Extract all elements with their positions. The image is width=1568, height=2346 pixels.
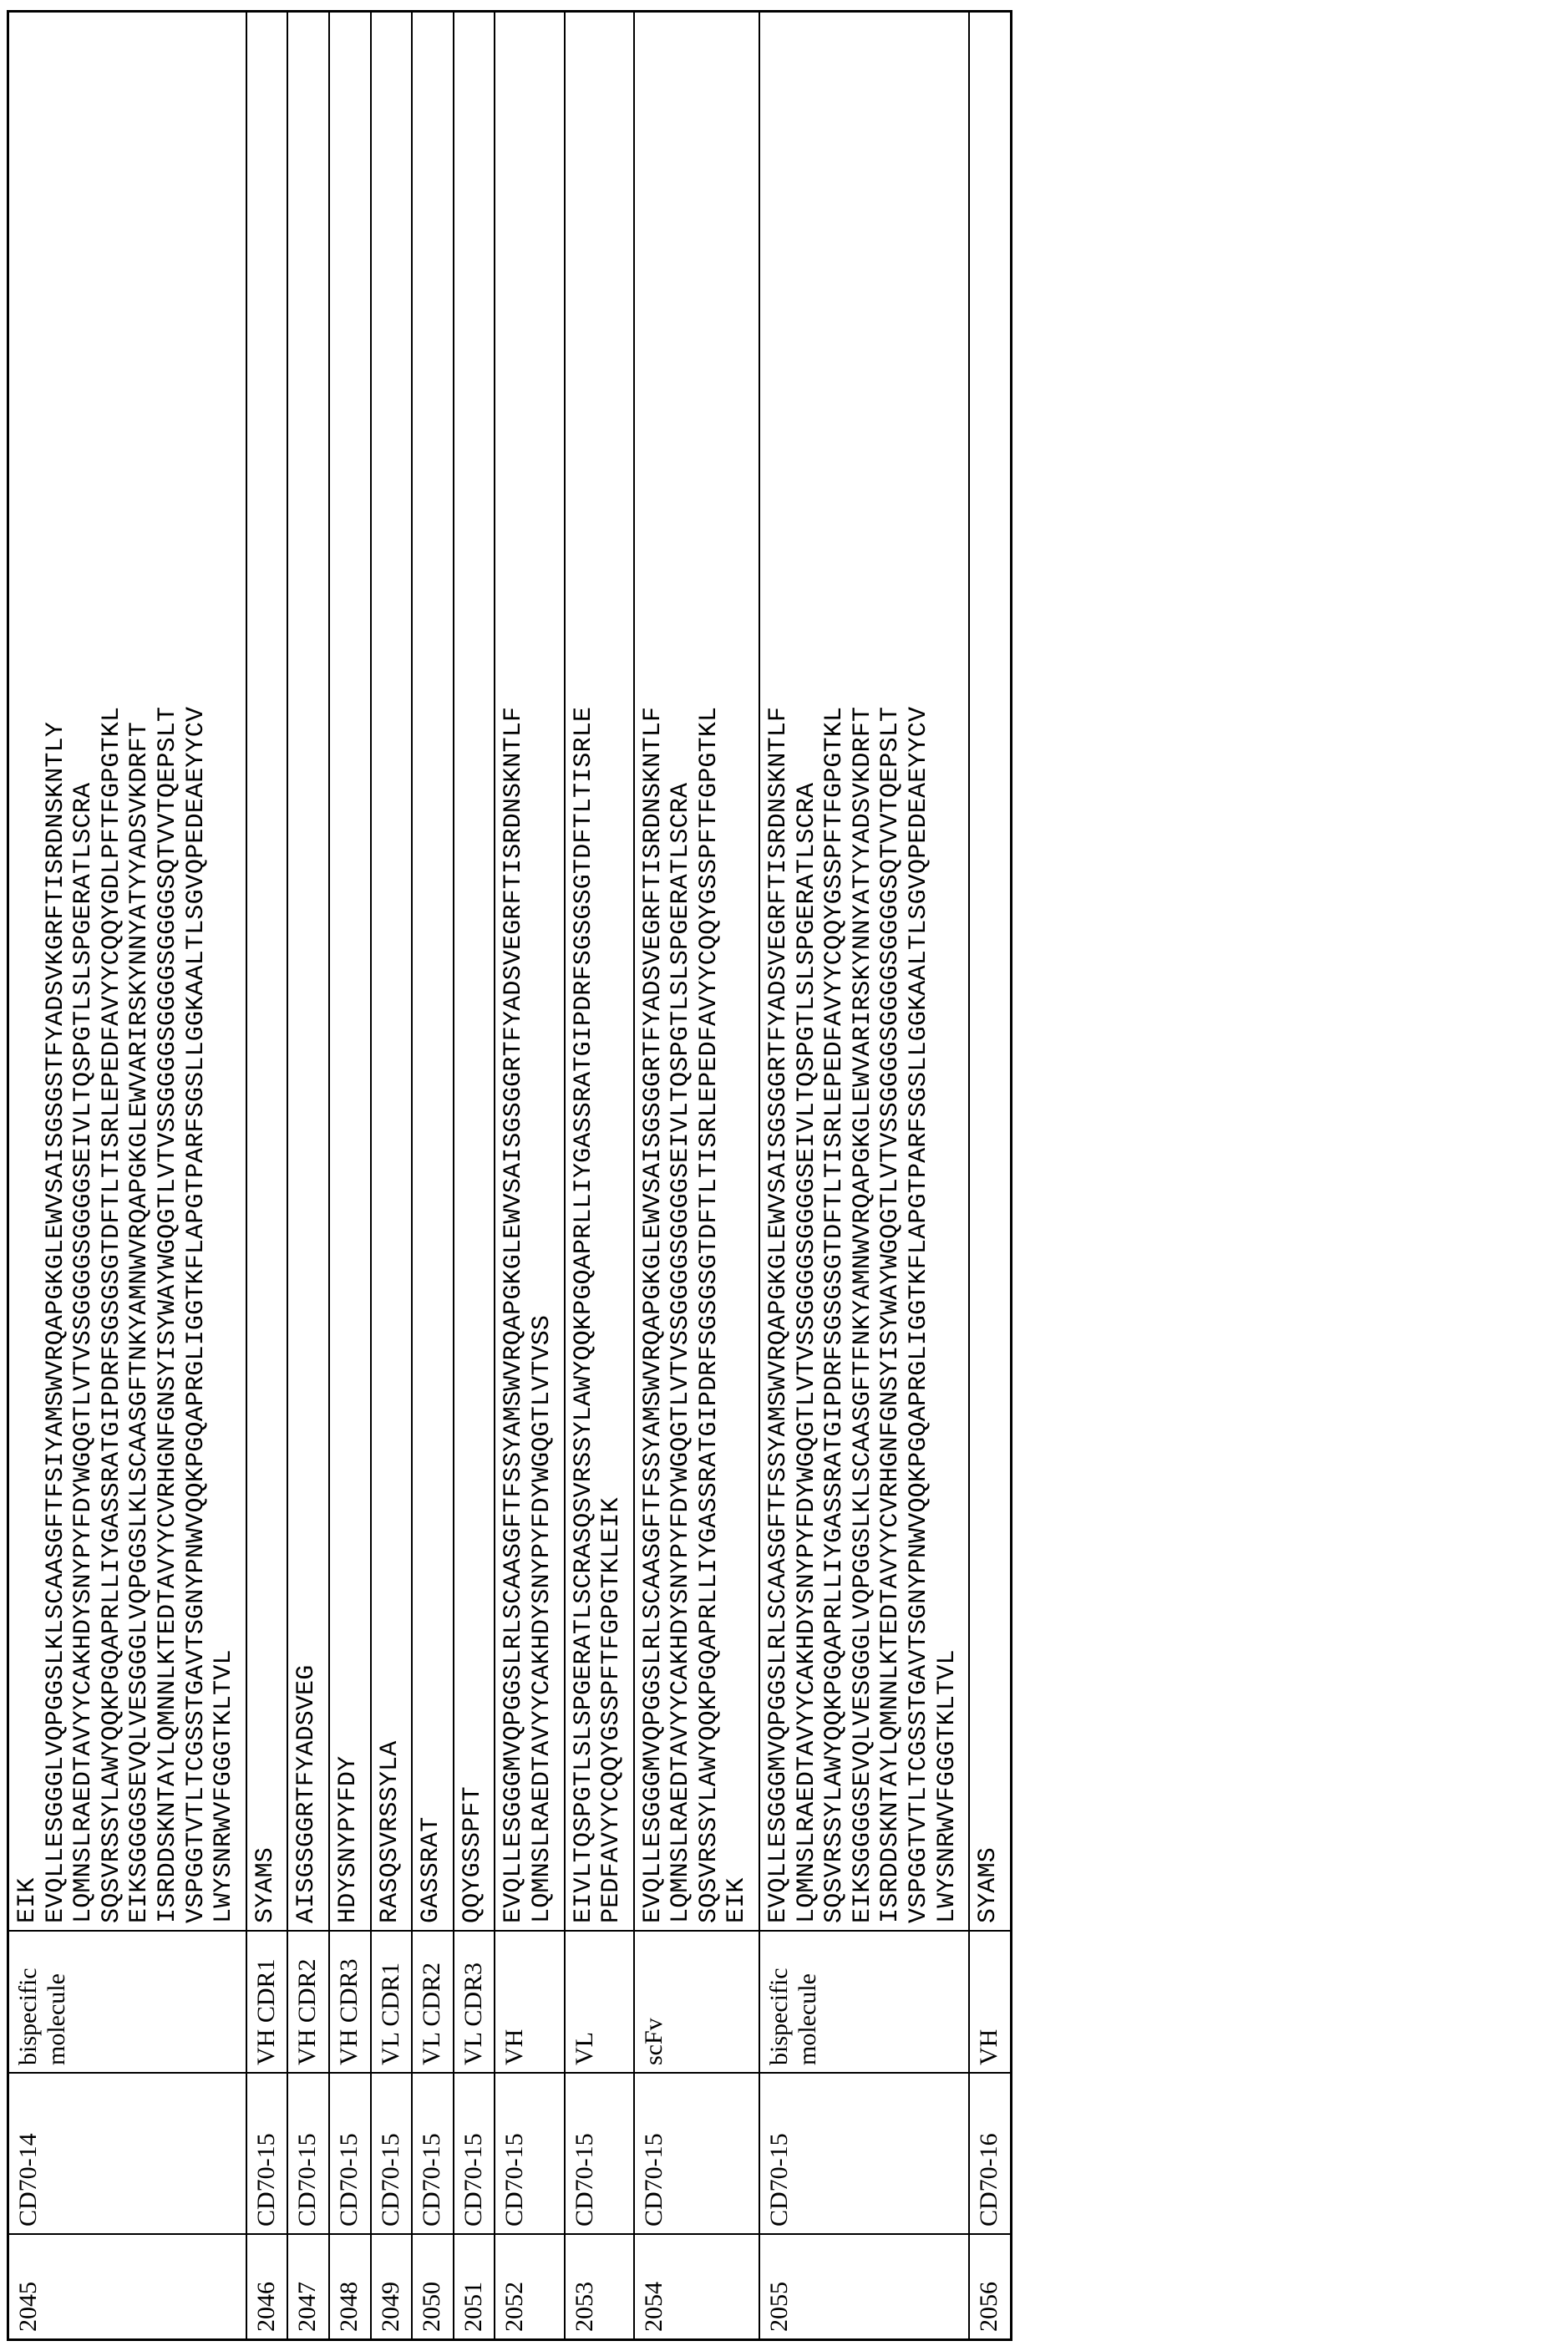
cell-name: CD70-15 <box>246 2073 288 2234</box>
cell-sequence: EIK EVQLLESGGGLVQPGGSLKLSCAASGFTFSIYAMSWVRQAPGKGLEWVSAISGSGSTFYADSVKGRFTISRDNSKNTLY LQMNSLRAEDTAVYYCAKHDYSNYPYFDYWGQGTLVTVSSGGGGSGGGGSEIVLTQSPGTLSLSPGERATLSCRA SQSVRSSYLAWYQQKPGQAPRLLIYGASSRATGIPDRFSGSGSGTDFTLTISRLEPEDFAVYYCQQYGDLPFTFGPGTKL EIKSGGGGSEVQLVESGGGLVQPGGSLKLSCAASGFTNKYAMNWVRQAPGKGLEWVARIRSKYNNYATYYADSVKDRFT ISRDDSKNTAYLQMNNLKTEDTAVYYCVRHGNFGNSYISYWAYWGQGTLVTVSSGGGGSGGGGSGGGGSQTVVTQEPSLT VSPGGTVTLTCGSSTGAVTSGNYPNWVQQKPGQAPRGLIGGTKFLAPGTPARFSGSLLGGKAALTLSGVQPEDEAEYYCV LWYSNRWVFGGGTKLTVL <box>8 12 246 1932</box>
sequence-listing-table <box>7 10 1012 2341</box>
cell-name: CD70-15 <box>454 2073 495 2234</box>
table-row <box>565 12 634 2340</box>
table-row <box>287 12 329 2340</box>
cell-sequence: QQYGSSPFT <box>454 12 495 1932</box>
cell-sequence: EVQLLESGGGMVQPGGSLRLSCAASGFTFSSYAMSWVRQAPGKGLEWVSAISGSGGRTFYADSVEGRFTISRDNSKNTLF LQMNSLRAEDTAVYYCAKHDYSNYPYFDYWGQGTLVTVSS <box>495 12 564 1932</box>
table-row <box>329 12 371 2340</box>
cell-description: VH CDR1 <box>246 1931 288 2073</box>
table-row <box>634 12 759 2340</box>
table-row <box>454 12 495 2340</box>
cell-name: CD70-14 <box>8 2073 246 2234</box>
cell-description: VH <box>495 1931 564 2073</box>
cell-seq-id: 2055 <box>759 2234 969 2340</box>
table-row <box>969 12 1011 2340</box>
cell-description: bispecific molecule <box>759 1931 969 2073</box>
table-row <box>412 12 454 2340</box>
cell-seq-id: 2048 <box>329 2234 371 2340</box>
cell-seq-id: 2056 <box>969 2234 1011 2340</box>
cell-seq-id: 2054 <box>634 2234 759 2340</box>
cell-seq-id: 2053 <box>565 2234 634 2340</box>
cell-seq-id: 2045 <box>8 2234 246 2340</box>
table-row <box>759 12 969 2340</box>
cell-sequence: HDYSNYPYFDY <box>329 12 371 1932</box>
cell-seq-id: 2049 <box>371 2234 413 2340</box>
cell-description: VH <box>969 1931 1011 2073</box>
cell-seq-id: 2050 <box>412 2234 454 2340</box>
cell-seq-id: 2051 <box>454 2234 495 2340</box>
cell-name: CD70-15 <box>495 2073 564 2234</box>
cell-sequence: SYAMS <box>969 12 1011 1932</box>
table-body <box>8 12 1012 2340</box>
table-row <box>246 12 288 2340</box>
cell-sequence: RASQSVRSSYLA <box>371 12 413 1932</box>
table-row <box>8 12 246 2340</box>
cell-description: VH CDR2 <box>287 1931 329 2073</box>
cell-seq-id: 2047 <box>287 2234 329 2340</box>
cell-sequence: GASSRAT <box>412 12 454 1932</box>
cell-name: CD70-15 <box>565 2073 634 2234</box>
cell-name: CD70-15 <box>371 2073 413 2234</box>
cell-description: VL <box>565 1931 634 2073</box>
cell-description: VL CDR2 <box>412 1931 454 2073</box>
cell-description: scFv <box>634 1931 759 2073</box>
cell-description: VH CDR3 <box>329 1931 371 2073</box>
cell-description: VL CDR3 <box>454 1931 495 2073</box>
cell-seq-id: 2046 <box>246 2234 288 2340</box>
table-row <box>371 12 413 2340</box>
cell-name: CD70-15 <box>287 2073 329 2234</box>
cell-name: CD70-15 <box>329 2073 371 2234</box>
cell-sequence: EIVLTQSPGTLSLSPGERATLSCRASQSVRSSYLAWYQQKPGQAPRLLIYGASSRATGIPDRFSGSGSGTDFTLTISRLE PEDFAVYYCQQYGSSPFTFGPGTKLEIK <box>565 12 634 1932</box>
cell-sequence: AISGSGGRTFYADSVEG <box>287 12 329 1932</box>
cell-seq-id: 2052 <box>495 2234 564 2340</box>
cell-sequence: EVQLLESGGGMVQPGGSLRLSCAASGFTFSSYAMSWVRQAPGKGLEWVSAISGSGGRTFYADSVEGRFTISRDNSKNTLF LQMNSLRAEDTAVYYCAKHDYSNYPYFDYWGQGTLVTVSSGGGGSGGGGSEIVLTQSPGTLSLSPGERATLSCRA SQSVRSSYLAWYQQKPGQAPRLLIYGASSRATGIPDRFSGSGSGTDFTLTISRLEPEDFAVYYCQQYGSSPFTFGPGTKL EIKSGGGGSEVQLVESGGGLVQPGGSLKLSCAASGFTFNKYAMNWVRQAPGKGLEWVARIRSKYNNYATYYADSVKDRFT ISRDDSKNTAYLQMNNLKTEDTAVYYCVRHGNFGNSYISYWAYWGQGTLVTVSSGGGGSGGGGSGGGGSQTVVTQEPSLT VSPGGTVTLTCGSSTGAVTSGNYPNWVQQKPGQAPRGLIGGTKFLAPGTPARFSGSLLGGKAALTLSGVQPEDEAEYYCV LWYSNRWVFGGGTKLTVL <box>759 12 969 1932</box>
cell-description: bispecific molecule <box>8 1931 246 2073</box>
table-row <box>495 12 564 2340</box>
cell-sequence: SYAMS <box>246 12 288 1932</box>
cell-sequence: EVQLLESGGGMVQPGGSLRLSCAASGFTFSSYAMSWVRQAPGKGLEWVSAISGSGGRTFYADSVEGRFTISRDNSKNTLF LQMNSLRAEDTAVYYCAKHDYSNYPYFDYWGQGTLVTVSSGGGGSGGGGSEIVLTQSPGTLSLSPGERATLSCRA SQSVRSSYLAWYQQKPGQAPRLLIYGASSRATGIPDRFSGSGSGTDFTLTISRLEPEDFAVYYCQQYGSSPFTFGPGTKL EIK <box>634 12 759 1932</box>
cell-name: CD70-15 <box>634 2073 759 2234</box>
cell-description: VL CDR1 <box>371 1931 413 2073</box>
cell-name: CD70-15 <box>759 2073 969 2234</box>
cell-name: CD70-15 <box>412 2073 454 2234</box>
cell-name: CD70-16 <box>969 2073 1011 2234</box>
